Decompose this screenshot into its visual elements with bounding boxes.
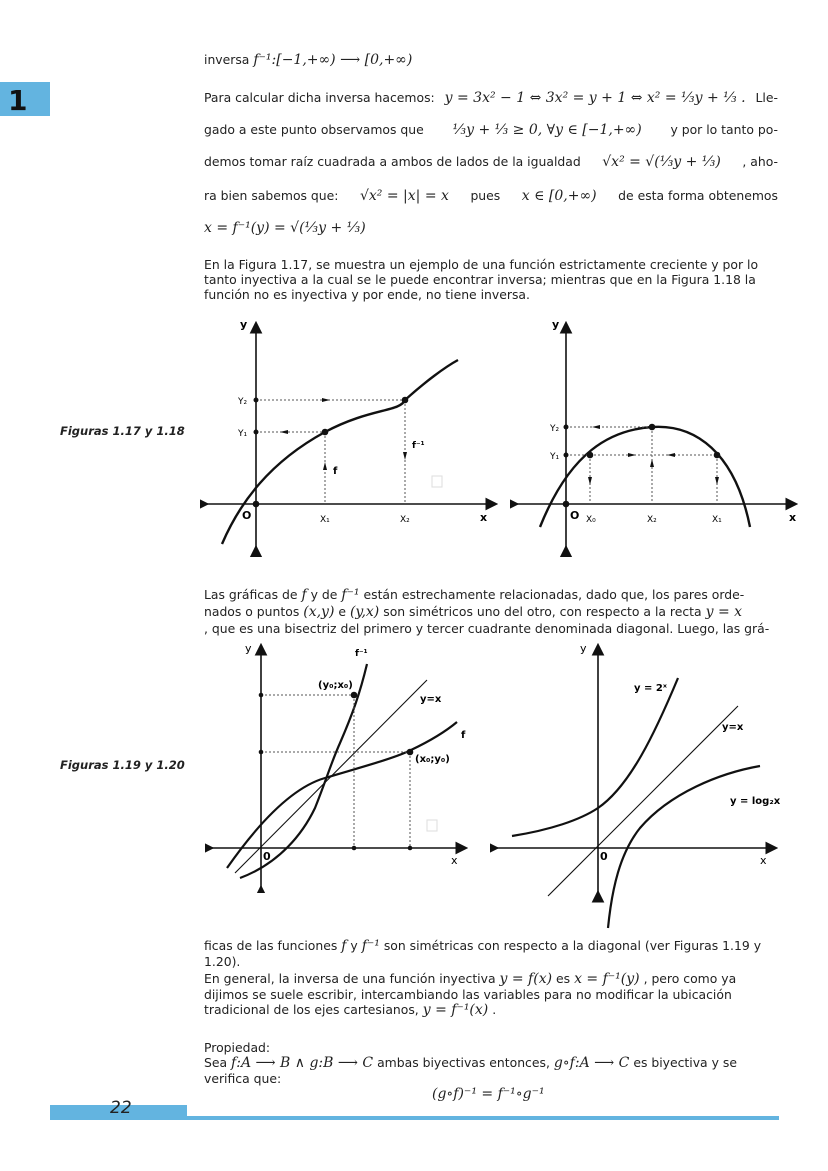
math-l1: f⁻¹:[−1,+∞) ⟶ [0,+∞) [253, 52, 413, 68]
tick-y1 [254, 430, 259, 435]
paragraph-2-line-1 [204, 586, 778, 604]
text-l4-a: demos tomar raíz cuadrada a ambos de lados de la igualdad [204, 154, 581, 169]
math-l2: y = 3x² − 1 ⇔ 3x² = y + 1 ⇔ x² = ⅓y + ⅓ . [444, 90, 746, 106]
p2-c: están estrechamente relacionadas, dado que, los pares orde- [363, 587, 745, 602]
label-y: y [580, 642, 587, 655]
caption-fig-119-120: Figuras 1.19 y 1.20 [60, 758, 185, 772]
label-y: y [240, 318, 248, 331]
label-y1: Y₁ [550, 452, 560, 462]
tick-mid [259, 750, 264, 755]
p3-b: y [350, 938, 358, 953]
arrow-down-marker [403, 452, 407, 460]
arrow-left-marker [280, 430, 288, 434]
label-x: x [789, 511, 797, 524]
label-origin: 0 [263, 850, 271, 863]
origin-point [563, 501, 570, 508]
p2-l2-c: son simétricos uno del otro, con respecto a la recta [383, 604, 702, 619]
point-vertex [649, 424, 656, 431]
label-x2: X₂ [647, 515, 657, 525]
text-l2-b: Lle- [755, 90, 778, 105]
paragraph-1: En la Figura 1.17, se muestra un ejemplo de una función estrictamente creciente y por lo tanto inyectiva a la cual se le puede encontrar inversa; mientras que en la Figura 1.18 la función no es inyectiva y por ende, no tiene inversa. [204, 257, 759, 302]
arrow-down-marker-2 [715, 477, 719, 485]
figure-1-17 [200, 312, 500, 557]
text-l4-b: , aho- [742, 154, 778, 169]
figure-1-20 [490, 638, 790, 930]
arrow-right-marker [628, 453, 636, 457]
label-y2: Y₂ [550, 424, 560, 434]
p3-a: ficas de las funciones [204, 938, 338, 953]
label-yx: y=x [722, 722, 744, 733]
label-x1: X₁ [712, 515, 722, 525]
label-y1: Y₁ [238, 429, 248, 439]
origin-point [253, 501, 260, 508]
text-line-2 [204, 88, 778, 108]
arrow-down-marker [588, 477, 592, 485]
label-finv: f⁻¹ [355, 649, 368, 659]
label-exp: y = 2ˣ [634, 683, 667, 694]
text-l5-b: pues [470, 188, 501, 203]
math-l4: √x² = √(⅓y + ⅓) [602, 154, 721, 170]
label-x0: X₀ [586, 515, 596, 525]
label-x: x [451, 854, 458, 867]
curve-log [608, 766, 760, 928]
prop-a: Sea [204, 1055, 228, 1070]
p4-d: . [492, 1002, 497, 1017]
p2-b: y de [310, 587, 338, 602]
paragraph-3 [204, 938, 778, 969]
point-x0y0 [407, 749, 414, 756]
label-y: y [552, 318, 560, 331]
label-f: f [461, 730, 466, 741]
p3-f: f [341, 938, 347, 954]
tick-x-2 [408, 846, 413, 851]
label-y2: Y₂ [238, 397, 248, 407]
curve-exp [512, 678, 678, 836]
page-number: 22 [110, 1098, 132, 1118]
property-title: Propiedad: [204, 1040, 271, 1055]
label-origin: O [570, 509, 580, 522]
increasing-curve [222, 360, 458, 544]
math-l3: ⅓y + ⅓ ≥ 0, ∀y ∈ [−1,+∞) [452, 122, 642, 138]
text-line-6 [204, 218, 778, 238]
p2-l2-m1: (x,y) [303, 604, 335, 620]
math-l6: x = f⁻¹(y) = √(⅓y + ⅓) [204, 220, 366, 236]
faint-box [432, 476, 442, 487]
p3-finv: f⁻¹ [361, 938, 380, 954]
label-log: y = log₂x [730, 796, 781, 807]
arrow-left-marker [592, 425, 600, 429]
text-line-4 [204, 152, 778, 172]
text-line-3 [204, 120, 778, 140]
p2-l2-a: nados o puntos [204, 604, 300, 619]
faint-box [427, 820, 437, 831]
paragraph-2-line-2 [204, 604, 778, 620]
paragraph-4 [204, 971, 778, 1018]
text-line-5 [204, 186, 778, 206]
label-origin: O [242, 509, 252, 522]
label-yx: y=x [420, 694, 442, 705]
text-l3-a: gado a este punto observamos que [204, 122, 424, 137]
point-x1y1 [714, 452, 721, 459]
point-x1y1 [322, 429, 329, 436]
tick-y2 [564, 425, 569, 430]
label-x0y0: (x₀;y₀) [415, 754, 450, 765]
text-l5-c: de esta forma obtenemos [618, 188, 778, 203]
text-l2-a: Para calcular dicha inversa hacemos: [204, 90, 435, 105]
tick-top [259, 693, 264, 698]
text-l1-a: inversa [204, 52, 254, 67]
label-y: y [245, 642, 252, 655]
p2-f: f [301, 587, 307, 603]
arrow-left-marker-2 [667, 453, 675, 457]
point-x2y2 [402, 397, 409, 404]
label-finv: f⁻¹ [412, 441, 425, 451]
chapter-tab [0, 82, 50, 116]
property-formula: (g∘f)⁻¹ = f⁻¹∘g⁻¹ [432, 1086, 545, 1102]
tick-x-1 [352, 846, 357, 851]
text-l5-a: ra bien sabemos que: [204, 188, 339, 203]
figure-1-18 [510, 312, 815, 557]
p2-l2-b: e [338, 604, 346, 619]
prop-c: es biyectiva y se verifica que: [204, 1055, 737, 1086]
math-l5: √x² = |x| = x [359, 188, 449, 204]
label-x2: X₂ [400, 515, 410, 525]
p2-a: Las gráficas de [204, 587, 298, 602]
p4-m2: x = f⁻¹(y) [574, 971, 640, 987]
point-x0y1 [587, 452, 594, 459]
arrow-right-marker [322, 398, 330, 402]
p4-m3: y = f⁻¹(x) [422, 1002, 489, 1018]
p3-c: son simétricas con respecto a la diagonal (ver Figuras 1.19 y 1.20). [204, 938, 762, 969]
p4-c: , pero como ya dijimos se suele escribir, intercambiando las variables para no modificar la ubicación tradicional de los ejes cartesianos, [204, 971, 737, 1017]
p4-b: es [556, 971, 571, 986]
tick-y2 [254, 398, 259, 403]
arrow-up-marker [323, 462, 327, 470]
text-l3-b: y por lo tanto po- [670, 122, 778, 137]
chapter-number: 1 [8, 84, 28, 117]
label-y0x0: (y₀;x₀) [318, 680, 353, 691]
label-origin: 0 [600, 850, 608, 863]
paragraph-2-line-3: , que es una bisectriz del primero y tercer cuadrante denominada diagonal. Luego, las grá- [204, 621, 770, 636]
p2-l2-m2: (y,x) [349, 604, 380, 620]
text-line-1 [204, 50, 778, 70]
label-x1: X₁ [320, 515, 330, 525]
p2-l2-m3: y = x [705, 604, 743, 620]
label-x: x [760, 854, 767, 867]
label-f: f [333, 466, 338, 477]
prop-m1: f:A ⟶ B ∧ g:B ⟶ C [231, 1055, 374, 1071]
p4-m1: y = f(x) [499, 971, 553, 987]
caption-fig-117-118: Figuras 1.17 y 1.18 [60, 424, 185, 438]
math-l5-2: x ∈ [0,+∞) [521, 188, 597, 204]
p2-finv: f⁻¹ [341, 587, 360, 603]
prop-m2: g∘f:A ⟶ C [553, 1055, 630, 1071]
point-y0x0 [351, 692, 358, 699]
figure-1-19 [205, 638, 475, 893]
prop-b: ambas biyectivas entonces, [377, 1055, 550, 1070]
diagonal-line [548, 706, 738, 896]
label-x: x [480, 511, 488, 524]
property-text [204, 1055, 778, 1086]
footer-line [187, 1116, 779, 1120]
p4-a: En general, la inversa de una función inyectiva [204, 971, 496, 986]
tick-y1 [564, 453, 569, 458]
arrow-up-marker [650, 459, 654, 467]
